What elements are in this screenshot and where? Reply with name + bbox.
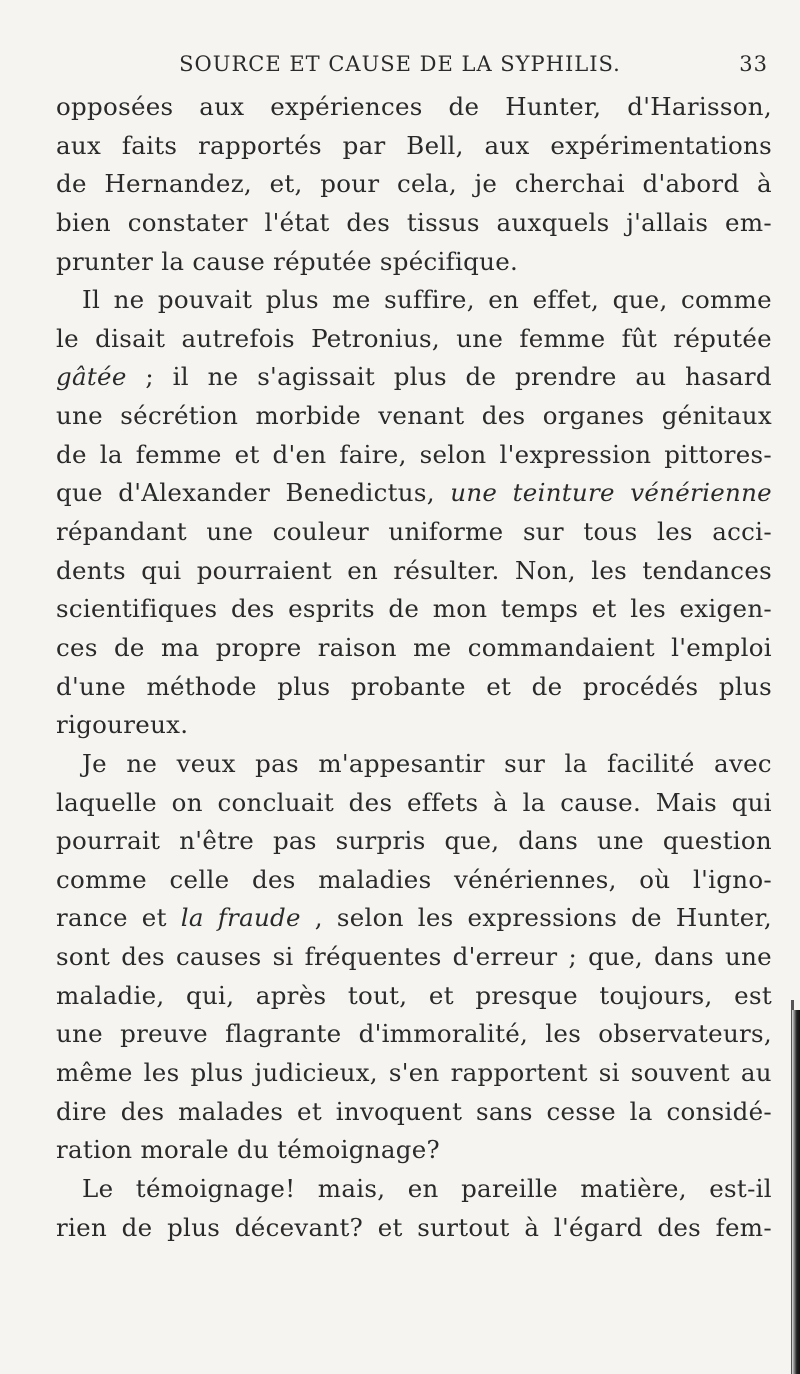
word: teinture bbox=[512, 478, 615, 508]
text-line bbox=[56, 590, 772, 629]
word: Benedictus, bbox=[285, 478, 435, 508]
text-line bbox=[56, 1015, 772, 1054]
word: une bbox=[56, 1019, 103, 1049]
page-number: 33 bbox=[739, 52, 768, 76]
word: plus bbox=[167, 1212, 221, 1242]
word: s'en bbox=[388, 1058, 440, 1088]
word: fem- bbox=[715, 1212, 772, 1242]
word: fût bbox=[621, 323, 658, 353]
word: des bbox=[348, 787, 393, 817]
word: celle bbox=[169, 864, 230, 894]
word: les bbox=[656, 517, 693, 547]
word: des bbox=[657, 1212, 701, 1242]
text-line bbox=[56, 861, 772, 900]
word: matière, bbox=[580, 1173, 687, 1203]
word: rapportés bbox=[198, 130, 322, 160]
word: laquelle bbox=[56, 787, 157, 817]
word: cause. bbox=[560, 787, 642, 817]
text-line bbox=[56, 822, 772, 861]
word: sont bbox=[56, 942, 111, 972]
word: d'Alexander bbox=[118, 478, 271, 508]
word: maladies bbox=[318, 864, 432, 894]
word: surpris bbox=[335, 826, 426, 856]
word: esprits bbox=[288, 594, 375, 624]
word: faire, bbox=[339, 439, 407, 469]
word: dire bbox=[56, 1096, 107, 1126]
word: me bbox=[332, 285, 371, 315]
text-line bbox=[56, 1131, 772, 1170]
word: sur bbox=[504, 748, 546, 778]
word: l'égard bbox=[553, 1212, 643, 1242]
page-body bbox=[56, 88, 772, 1247]
word: qui bbox=[731, 787, 772, 817]
text-line bbox=[56, 706, 772, 745]
word: génitaux bbox=[661, 401, 772, 431]
word: probante bbox=[350, 671, 466, 701]
word: Non, bbox=[514, 555, 576, 585]
word: les bbox=[591, 555, 628, 585]
word: en bbox=[347, 555, 379, 585]
word: em- bbox=[725, 207, 772, 237]
word: vénérienne bbox=[630, 478, 772, 508]
word: dents bbox=[56, 555, 126, 585]
word: Hernandez, bbox=[104, 169, 253, 199]
word: Le bbox=[82, 1173, 114, 1203]
word: en bbox=[407, 1173, 439, 1203]
word: comme bbox=[680, 285, 772, 315]
word: me bbox=[413, 632, 452, 662]
word: maladie, bbox=[56, 980, 165, 1010]
word: prunter bbox=[56, 246, 154, 276]
word: de bbox=[121, 1212, 153, 1242]
word: il bbox=[172, 362, 189, 392]
word: de bbox=[56, 439, 87, 469]
word: couleur bbox=[272, 517, 369, 547]
word: du bbox=[236, 1135, 270, 1165]
word: Il bbox=[82, 285, 101, 315]
word: pittores- bbox=[664, 439, 772, 469]
word: de bbox=[388, 594, 420, 624]
word: surtout bbox=[417, 1212, 510, 1242]
word: hasard bbox=[685, 362, 772, 392]
word: des bbox=[251, 864, 296, 894]
word: toujours, bbox=[599, 980, 713, 1010]
word: l'état bbox=[264, 207, 330, 237]
word: pourrait bbox=[56, 826, 161, 856]
word: expressions bbox=[467, 903, 618, 933]
word: aux bbox=[199, 92, 245, 121]
word: d'une bbox=[56, 671, 126, 701]
word: décevant? bbox=[234, 1212, 364, 1242]
word: morbide bbox=[255, 401, 361, 431]
word: une bbox=[724, 942, 772, 972]
word: avec bbox=[714, 748, 772, 778]
word: est-il bbox=[709, 1173, 772, 1203]
word: une bbox=[56, 401, 103, 431]
word: prendre bbox=[515, 362, 617, 392]
word: tendances bbox=[642, 555, 772, 585]
word: cause bbox=[192, 246, 266, 276]
word: pour bbox=[320, 169, 380, 199]
word: causes bbox=[175, 942, 262, 972]
word: réputée bbox=[673, 323, 772, 353]
word: tissus bbox=[406, 207, 480, 237]
word: souvent bbox=[630, 1058, 730, 1088]
word: et bbox=[428, 980, 454, 1010]
word: temps bbox=[500, 594, 579, 624]
word: bien bbox=[56, 207, 111, 237]
word: disait bbox=[95, 323, 166, 353]
word: est bbox=[734, 980, 772, 1010]
word: ces bbox=[56, 632, 98, 662]
word: que, bbox=[444, 826, 500, 856]
text-line bbox=[56, 320, 772, 359]
word: répandant bbox=[56, 517, 187, 547]
word: même bbox=[56, 1058, 133, 1088]
word: observateurs, bbox=[598, 1019, 772, 1049]
word: , bbox=[314, 903, 323, 933]
word: plus bbox=[718, 671, 772, 701]
word: si bbox=[272, 942, 294, 972]
word: d'Harisson, bbox=[627, 92, 772, 121]
word: invoquent bbox=[335, 1096, 463, 1126]
word: une bbox=[456, 323, 504, 353]
word: et bbox=[297, 1096, 322, 1126]
word: après bbox=[255, 980, 327, 1010]
word: et, bbox=[269, 169, 303, 199]
word: dans bbox=[654, 942, 714, 972]
word: résulter. bbox=[393, 555, 500, 585]
word: d'immoralité, bbox=[358, 1019, 529, 1049]
word: rapportent bbox=[450, 1058, 588, 1088]
word: rigoureux. bbox=[56, 710, 189, 740]
word: procédés bbox=[582, 671, 699, 701]
word: une bbox=[596, 826, 644, 856]
word: par bbox=[342, 130, 386, 160]
word: fraude bbox=[217, 903, 301, 933]
word: la bbox=[161, 246, 185, 276]
word: qui bbox=[141, 555, 182, 585]
word: que, bbox=[612, 285, 668, 315]
word: sur bbox=[522, 517, 564, 547]
word: ne bbox=[126, 748, 158, 778]
word: spécifique. bbox=[379, 246, 519, 276]
text-line bbox=[56, 165, 772, 204]
word: à bbox=[493, 787, 508, 817]
word: les bbox=[143, 1058, 180, 1088]
word: la bbox=[522, 787, 546, 817]
word: plus bbox=[393, 362, 447, 392]
word: scientifiques bbox=[56, 594, 218, 624]
word: pareille bbox=[461, 1173, 558, 1203]
word: l'emploi bbox=[671, 632, 772, 662]
word: acci- bbox=[712, 517, 772, 547]
page-edge bbox=[792, 1010, 800, 1374]
word: propre bbox=[215, 632, 302, 662]
word: ne bbox=[207, 362, 239, 392]
text-line bbox=[56, 397, 772, 436]
word: Hunter, bbox=[505, 92, 602, 121]
text-line bbox=[56, 88, 772, 127]
word: une bbox=[450, 478, 498, 508]
word: que, bbox=[588, 942, 644, 972]
word: je bbox=[474, 169, 498, 199]
word: raison bbox=[317, 632, 397, 662]
word: et bbox=[591, 594, 617, 624]
word: plus bbox=[265, 285, 319, 315]
word: ; bbox=[145, 362, 154, 392]
word: cesse bbox=[546, 1096, 616, 1126]
word: d'erreur bbox=[452, 942, 558, 972]
word: flagrante bbox=[225, 1019, 342, 1049]
word: rance bbox=[56, 903, 128, 933]
word: Hunter, bbox=[675, 903, 772, 933]
word: l'igno- bbox=[692, 864, 772, 894]
word: une bbox=[206, 517, 254, 547]
word: faits bbox=[121, 130, 178, 160]
text-line bbox=[56, 358, 772, 397]
text-line bbox=[56, 474, 772, 513]
word: autrefois bbox=[181, 323, 295, 353]
word: la bbox=[629, 1096, 653, 1126]
word: que bbox=[56, 478, 103, 508]
word: veux bbox=[176, 748, 236, 778]
word: m'appesantir bbox=[318, 748, 485, 778]
word: ne bbox=[113, 285, 145, 315]
word: uniforme bbox=[388, 517, 504, 547]
word: Je bbox=[82, 748, 107, 778]
word: selon bbox=[419, 439, 487, 469]
text-line bbox=[56, 204, 772, 243]
text-line bbox=[56, 127, 772, 166]
word: au bbox=[635, 362, 667, 392]
word: mon bbox=[432, 594, 488, 624]
word: et bbox=[377, 1212, 403, 1242]
word: témoignage! bbox=[135, 1173, 296, 1203]
word: opposées bbox=[56, 92, 174, 121]
word: ; bbox=[568, 942, 577, 972]
word: et bbox=[141, 903, 167, 933]
word: expériences bbox=[270, 92, 423, 121]
word: expérimentations bbox=[550, 130, 772, 160]
text-line bbox=[56, 1054, 772, 1093]
text-line bbox=[56, 513, 772, 552]
word: à bbox=[757, 169, 772, 199]
word: selon bbox=[336, 903, 404, 933]
word: des bbox=[120, 1096, 165, 1126]
text-line bbox=[56, 629, 772, 668]
word: si bbox=[598, 1058, 620, 1088]
running-title: SOURCE ET CAUSE DE LA SYPHILIS. bbox=[179, 52, 621, 76]
word: question bbox=[662, 826, 772, 856]
word: concluait bbox=[217, 787, 335, 817]
text-line bbox=[56, 745, 772, 784]
word: d'en bbox=[272, 439, 327, 469]
word: rien bbox=[56, 1212, 108, 1242]
word: l'expression bbox=[499, 439, 652, 469]
word: de bbox=[531, 671, 563, 701]
word: des bbox=[230, 594, 275, 624]
text-line bbox=[56, 552, 772, 591]
word: sans bbox=[476, 1096, 533, 1126]
word: suffire, bbox=[384, 285, 475, 315]
text-line bbox=[56, 977, 772, 1016]
word: femme bbox=[519, 323, 606, 353]
word: la bbox=[99, 439, 123, 469]
word: et bbox=[234, 439, 260, 469]
word: de bbox=[113, 632, 145, 662]
word: les bbox=[417, 903, 454, 933]
text-line bbox=[56, 243, 772, 282]
word: qui, bbox=[186, 980, 235, 1010]
word: de bbox=[465, 362, 497, 392]
word: cela, bbox=[396, 169, 457, 199]
word: s'agissait bbox=[257, 362, 376, 392]
word: malades bbox=[178, 1096, 284, 1126]
text-line bbox=[56, 938, 772, 977]
word: cherchai bbox=[514, 169, 625, 199]
word: considé- bbox=[666, 1096, 772, 1126]
word: de bbox=[448, 92, 480, 121]
word: j'allais bbox=[626, 207, 709, 237]
text-line bbox=[56, 1093, 772, 1132]
word: morale bbox=[140, 1135, 229, 1165]
word: n'être bbox=[179, 826, 255, 856]
word: comme bbox=[56, 864, 147, 894]
word: organes bbox=[542, 401, 645, 431]
word: des bbox=[481, 401, 526, 431]
word: à bbox=[524, 1212, 540, 1242]
word: le bbox=[56, 323, 79, 353]
word: exigen- bbox=[679, 594, 772, 624]
word: effet, bbox=[532, 285, 600, 315]
word: réputée bbox=[273, 246, 372, 276]
word: Petronius, bbox=[311, 323, 441, 353]
word: des bbox=[346, 207, 391, 237]
word: de bbox=[56, 169, 87, 199]
running-header bbox=[130, 52, 768, 76]
word: aux bbox=[484, 130, 530, 160]
word: en bbox=[488, 285, 520, 315]
word: fréquentes bbox=[304, 942, 442, 972]
word: commandaient bbox=[467, 632, 655, 662]
word: pas bbox=[272, 826, 317, 856]
word: effets bbox=[406, 787, 479, 817]
word: d'abord bbox=[642, 169, 740, 199]
word: aux bbox=[56, 130, 102, 160]
word: judicieux, bbox=[254, 1058, 378, 1088]
word: de bbox=[631, 903, 662, 933]
word: mais, bbox=[317, 1173, 386, 1203]
word: plus bbox=[277, 671, 331, 701]
word: vénériennes, bbox=[454, 864, 617, 894]
word: les bbox=[630, 594, 666, 624]
word: femme bbox=[135, 439, 222, 469]
word: sécrétion bbox=[120, 401, 239, 431]
text-line bbox=[56, 281, 772, 320]
word: Bell, bbox=[406, 130, 464, 160]
word: dans bbox=[518, 826, 579, 856]
word: on bbox=[171, 787, 203, 817]
word: pouvait bbox=[157, 285, 253, 315]
word: où bbox=[639, 864, 671, 894]
word: la bbox=[180, 903, 204, 933]
word: auxquels bbox=[496, 207, 610, 237]
word: constater bbox=[127, 207, 248, 237]
word: presque bbox=[475, 980, 578, 1010]
word: Mais bbox=[655, 787, 718, 817]
text-line bbox=[56, 899, 772, 938]
word: gâtée bbox=[56, 362, 127, 392]
text-line bbox=[56, 1209, 772, 1248]
word: pourraient bbox=[196, 555, 332, 585]
text-line bbox=[56, 668, 772, 707]
word: ration bbox=[56, 1135, 133, 1165]
word: venant bbox=[378, 401, 465, 431]
word: pas bbox=[255, 748, 299, 778]
word: tous bbox=[583, 517, 638, 547]
word: plus bbox=[190, 1058, 244, 1088]
word: les bbox=[545, 1019, 582, 1049]
text-line bbox=[56, 1170, 772, 1209]
word: preuve bbox=[120, 1019, 208, 1049]
word: ma bbox=[161, 632, 200, 662]
word: tout, bbox=[347, 980, 408, 1010]
word: témoignage? bbox=[277, 1135, 440, 1165]
word: des bbox=[121, 942, 165, 972]
word: la bbox=[564, 748, 588, 778]
word: au bbox=[740, 1058, 772, 1088]
text-line bbox=[56, 436, 772, 475]
word: facilité bbox=[606, 748, 695, 778]
word: et bbox=[486, 671, 512, 701]
word: méthode bbox=[146, 671, 257, 701]
text-line bbox=[56, 784, 772, 823]
